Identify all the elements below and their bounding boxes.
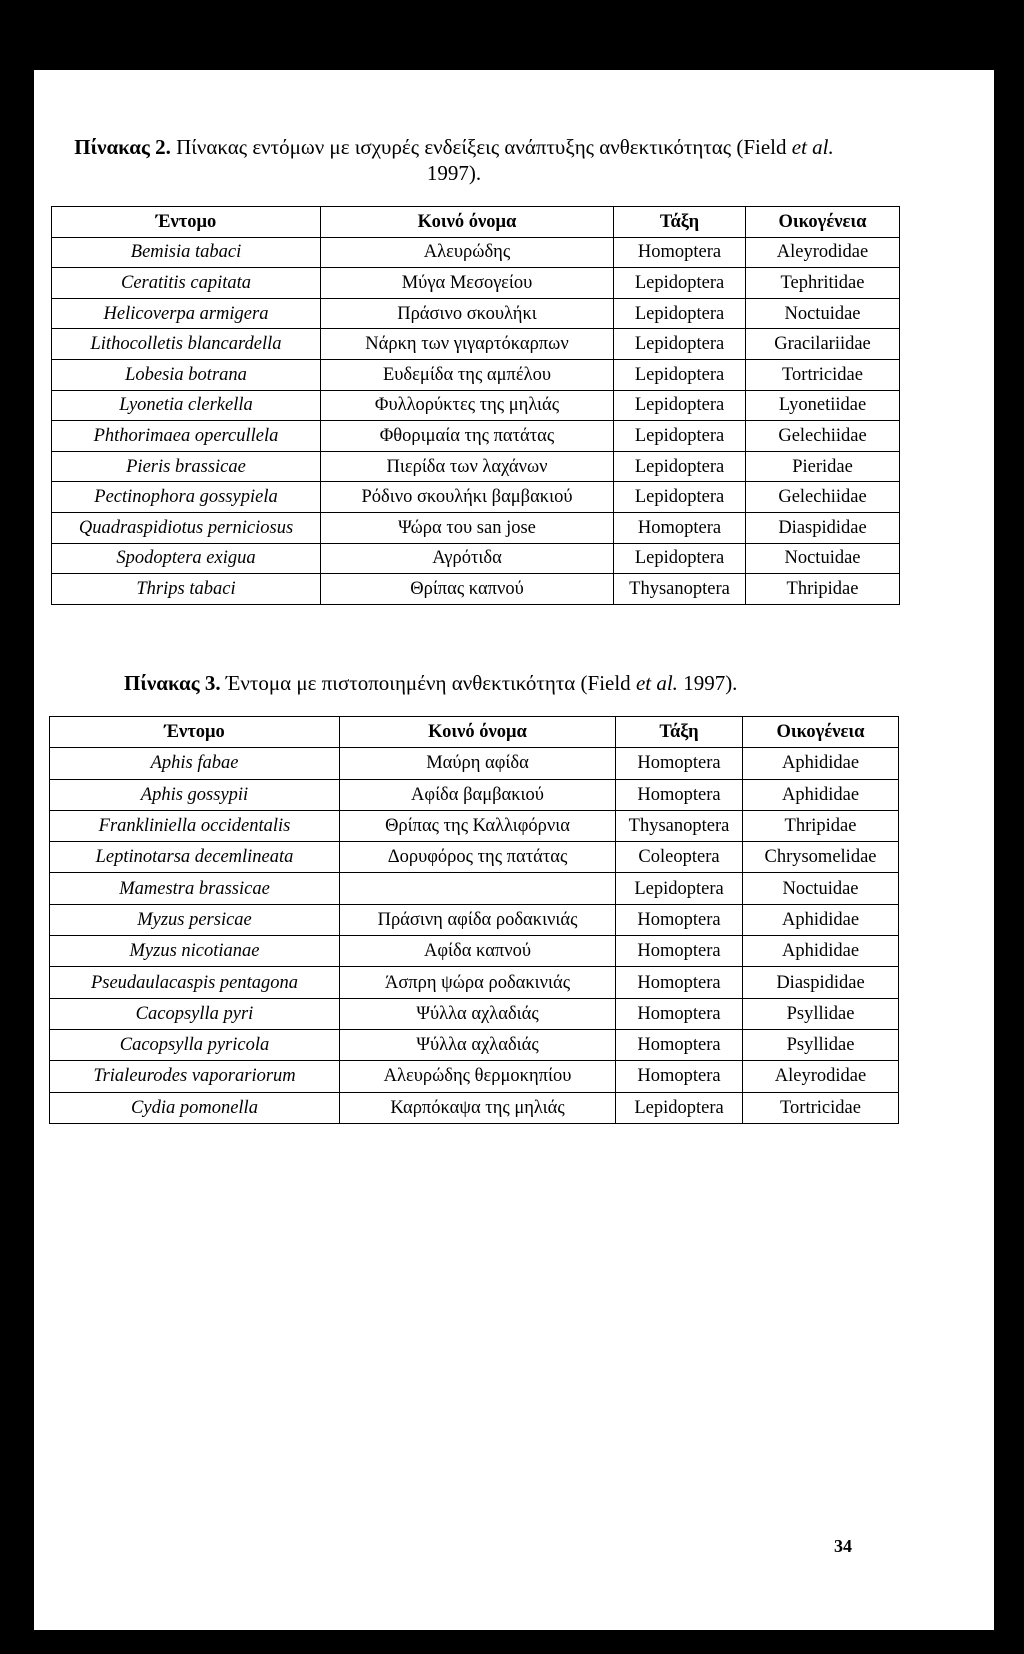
table3-caption-etal: et al. [635,671,678,695]
column-header: Κοινό όνομα [340,717,616,748]
common-name-cell: Μύγα Μεσογείου [321,268,614,299]
species-cell: Cacopsylla pyricola [50,1029,340,1060]
species-cell: Quadraspidiotus perniciosus [52,512,321,543]
order-cell: Lepidoptera [614,421,746,452]
species-cell: Mamestra brassicae [50,873,340,904]
species-cell: Lobesia botrana [52,359,321,390]
order-cell: Lepidoptera [614,451,746,482]
common-name-cell: Αλευρώδης [321,237,614,268]
species-cell: Helicoverpa armigera [52,298,321,329]
species-cell: Pectinophora gossypiela [52,482,321,513]
table3-caption-label: Πίνακας 3. [124,671,221,695]
species-cell: Cydia pomonella [50,1092,340,1123]
family-cell: Diaspididae [743,967,899,998]
common-name-cell: Ρόδινο σκουλήκι βαμβακιού [321,482,614,513]
species-cell: Trialeurodes vaporariorum [50,1061,340,1092]
species-cell: Leptinotarsa decemlineata [50,842,340,873]
order-cell: Lepidoptera [614,482,746,513]
table-row [50,748,899,779]
column-header: Οικογένεια [743,717,899,748]
family-cell: Diaspididae [746,512,900,543]
family-cell: Tortricidae [746,359,900,390]
column-header: Κοινό όνομα [321,207,614,238]
common-name-cell: Ψύλλα αχλαδιάς [340,998,616,1029]
document-page [34,70,994,1630]
order-cell: Coleoptera [616,842,743,873]
table-row [50,779,899,810]
common-name-cell: Φθοριμαία της πατάτας [321,421,614,452]
species-cell: Pieris brassicae [52,451,321,482]
family-cell: Aphididae [743,904,899,935]
table-row [52,451,900,482]
table-row [52,482,900,513]
order-cell: Homoptera [616,904,743,935]
column-header: Έντομο [50,717,340,748]
species-cell: Myzus nicotianae [50,936,340,967]
common-name-cell: Πράσινο σκουλήκι [321,298,614,329]
common-name-cell: Θρίπας καπνού [321,574,614,605]
order-cell: Homoptera [614,237,746,268]
species-cell: Lyonetia clerkella [52,390,321,421]
table-row [50,998,899,1029]
table-row [52,237,900,268]
table-row [50,936,899,967]
common-name-cell: Φυλλορύκτες της μηλιάς [321,390,614,421]
species-cell: Frankliniella occidentalis [50,810,340,841]
order-cell: Homoptera [616,748,743,779]
table-row [50,1092,899,1123]
common-name-cell: Καρπόκαψα της μηλιάς [340,1092,616,1123]
family-cell: Aphididae [743,779,899,810]
order-cell: Homoptera [616,936,743,967]
family-cell: Psyllidae [743,998,899,1029]
table3-caption [124,670,737,696]
order-cell: Homoptera [616,1029,743,1060]
common-name-cell: Πράσινη αφίδα ροδακινιάς [340,904,616,935]
common-name-cell: Μαύρη αφίδα [340,748,616,779]
species-cell: Phthorimaea opercullela [52,421,321,452]
common-name-cell: Αγρότιδα [321,543,614,574]
species-cell: Ceratitis capitata [52,268,321,299]
table-row [52,329,900,360]
common-name-cell [340,873,616,904]
table2-caption [54,134,854,186]
family-cell: Psyllidae [743,1029,899,1060]
common-name-cell: Ψώρα του san jose [321,512,614,543]
table-row [52,512,900,543]
family-cell: Tephritidae [746,268,900,299]
table-row [50,873,899,904]
common-name-cell: Νάρκη των γιγαρτόκαρπων [321,329,614,360]
table3-caption-year: 1997). [677,671,738,695]
family-cell: Gelechiidae [746,421,900,452]
table-row [50,967,899,998]
common-name-cell: Πιερίδα των λαχάνων [321,451,614,482]
common-name-cell: Δορυφόρος της πατάτας [340,842,616,873]
family-cell: Noctuidae [746,543,900,574]
family-cell: Chrysomelidae [743,842,899,873]
common-name-cell: Ψύλλα αχλαδιάς [340,1029,616,1060]
table3 [49,716,899,1124]
family-cell: Thripidae [746,574,900,605]
table2 [51,206,900,605]
table-row [50,1029,899,1060]
table2-caption-text: Πίνακας εντόμων με ισχυρές ενδείξεις ανάπτυξης ανθεκτικότητας (Field [170,135,792,159]
column-header: Τάξη [614,207,746,238]
family-cell: Noctuidae [746,298,900,329]
table-row [52,268,900,299]
family-cell: Noctuidae [743,873,899,904]
common-name-cell: Αλευρώδης θερμοκηπίου [340,1061,616,1092]
table-header-row [52,207,900,238]
table-row [50,1061,899,1092]
species-cell: Pseudaulacaspis pentagona [50,967,340,998]
species-cell: Cacopsylla pyri [50,998,340,1029]
table-row [52,390,900,421]
page-number: 34 [834,1536,852,1556]
family-cell: Aphididae [743,748,899,779]
order-cell: Homoptera [616,998,743,1029]
order-cell: Lepidoptera [614,298,746,329]
family-cell: Aphididae [743,936,899,967]
table-row [50,904,899,935]
order-cell: Lepidoptera [614,268,746,299]
species-cell: Thrips tabaci [52,574,321,605]
table-row [52,574,900,605]
order-cell: Homoptera [616,1061,743,1092]
family-cell: Pieridae [746,451,900,482]
table-row [52,421,900,452]
family-cell: Aleyrodidae [746,237,900,268]
table-row [52,298,900,329]
family-cell: Gelechiidae [746,482,900,513]
family-cell: Thripidae [743,810,899,841]
species-cell: Lithocolletis blancardella [52,329,321,360]
order-cell: Lepidoptera [614,390,746,421]
species-cell: Aphis fabae [50,748,340,779]
common-name-cell: Άσπρη ψώρα ροδακινιάς [340,967,616,998]
family-cell: Lyonetiidae [746,390,900,421]
table-row [50,842,899,873]
table-row [52,359,900,390]
order-cell: Lepidoptera [614,329,746,360]
order-cell: Thysanoptera [614,574,746,605]
common-name-cell: Ευδεμίδα της αμπέλου [321,359,614,390]
species-cell: Spodoptera exigua [52,543,321,574]
species-cell: Myzus persicae [50,904,340,935]
family-cell: Tortricidae [743,1092,899,1123]
order-cell: Lepidoptera [614,359,746,390]
order-cell: Homoptera [616,779,743,810]
order-cell: Lepidoptera [614,543,746,574]
species-cell: Bemisia tabaci [52,237,321,268]
table2-caption-year: 1997). [426,161,482,185]
order-cell: Homoptera [614,512,746,543]
species-cell: Aphis gossypii [50,779,340,810]
table-row [50,810,899,841]
family-cell: Gracilariidae [746,329,900,360]
column-header: Έντομο [52,207,321,238]
common-name-cell: Αφίδα καπνού [340,936,616,967]
table3-caption-text: Έντομα με πιστοποιημένη ανθεκτικότητα (Field [220,671,636,695]
table2-caption-label: Πίνακας 2. [74,135,171,159]
family-cell: Aleyrodidae [743,1061,899,1092]
order-cell: Thysanoptera [616,810,743,841]
order-cell: Lepidoptera [616,1092,743,1123]
order-cell: Homoptera [616,967,743,998]
table2-caption-etal: et al. [791,135,834,159]
common-name-cell: Αφίδα βαμβακιού [340,779,616,810]
table-row [52,543,900,574]
table-header-row [50,717,899,748]
column-header: Οικογένεια [746,207,900,238]
order-cell: Lepidoptera [616,873,743,904]
common-name-cell: Θρίπας της Καλλιφόρνια [340,810,616,841]
column-header: Τάξη [616,717,743,748]
